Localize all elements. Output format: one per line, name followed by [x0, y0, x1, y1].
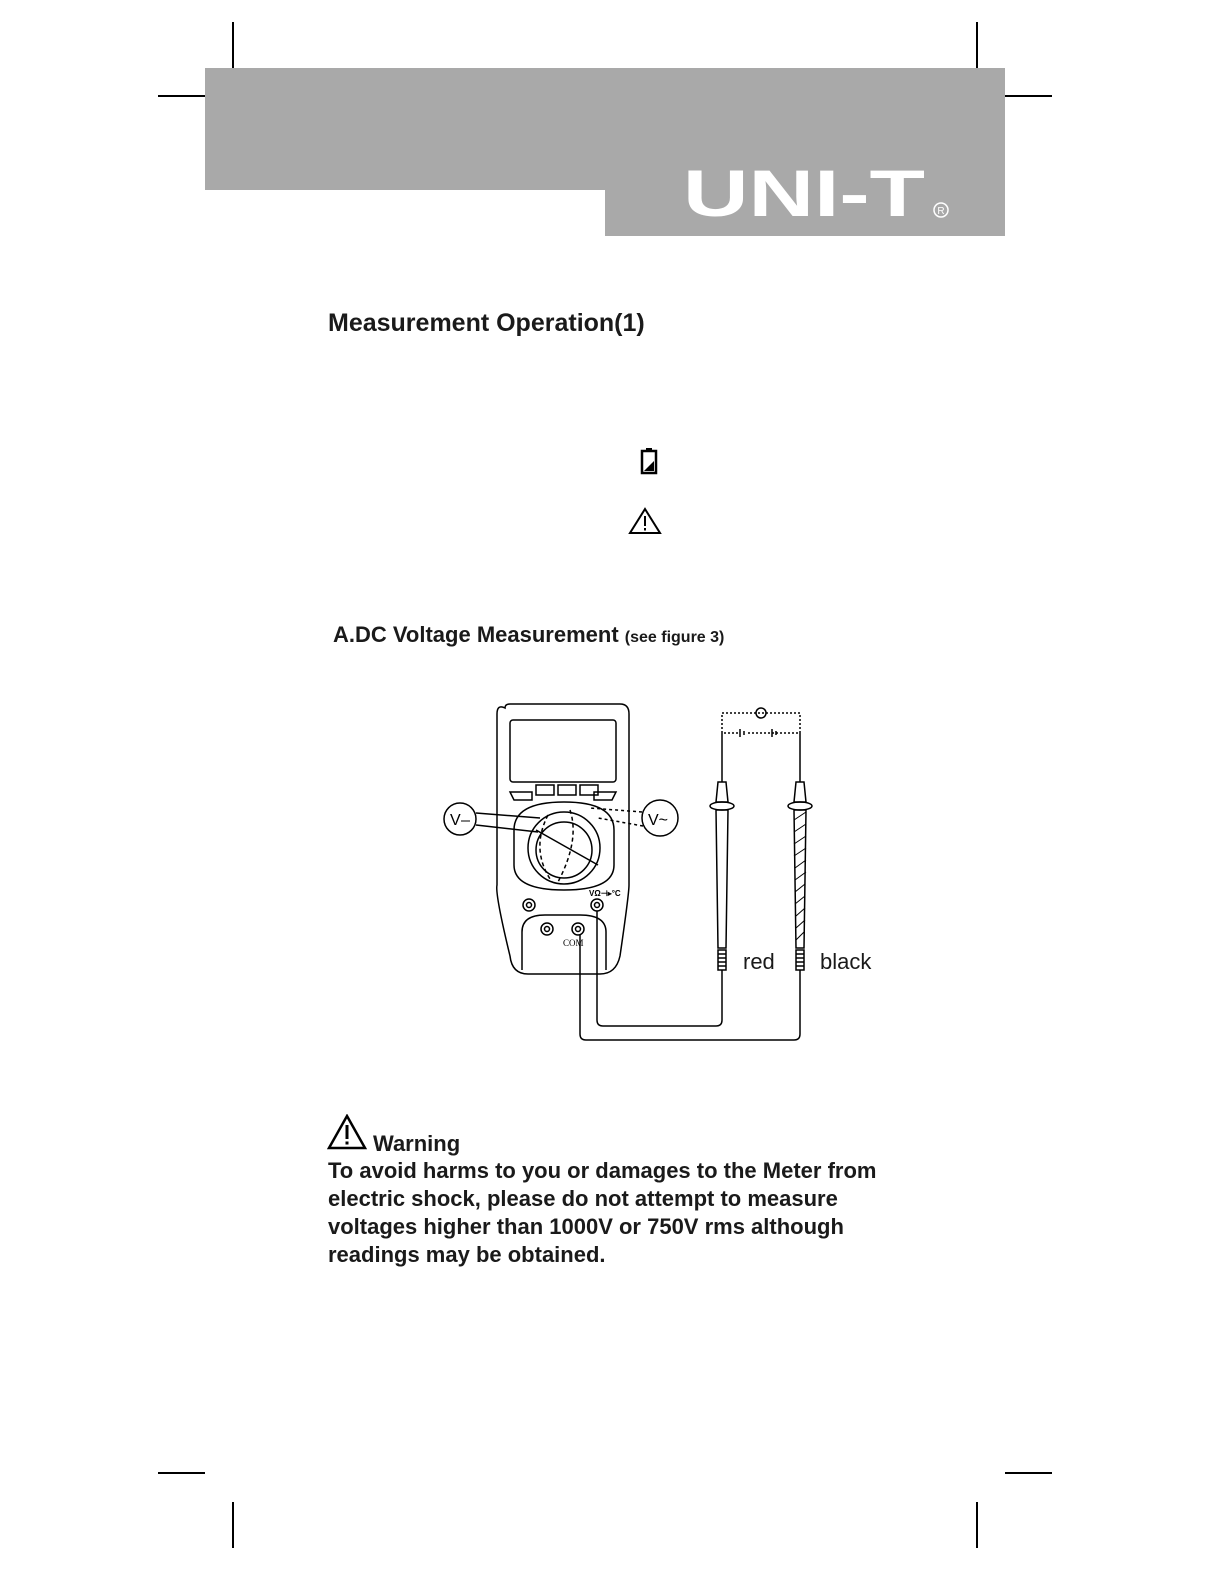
brand-logo	[683, 166, 951, 222]
jack-ma	[541, 923, 553, 935]
figure-reference: (see figure 3)	[624, 629, 725, 646]
section-title	[333, 622, 724, 648]
jack-com	[572, 923, 584, 935]
black-probe	[788, 762, 812, 970]
ac-symbol: V~	[648, 812, 669, 829]
rotary-switch	[528, 812, 600, 884]
circuit-box	[722, 713, 800, 733]
crop-mark	[232, 1502, 234, 1548]
crop-mark	[158, 1472, 205, 1474]
red-lead-wire	[597, 911, 722, 1026]
crop-mark	[1005, 95, 1052, 97]
section-title-text: A.DC Voltage Measurement	[333, 622, 619, 647]
brand-name: UNI-T	[683, 166, 925, 222]
function-button	[580, 785, 598, 795]
warning-heading: Warning	[373, 1131, 461, 1156]
function-button	[558, 785, 576, 795]
red-lead-label: red	[743, 949, 775, 974]
crop-mark	[158, 95, 205, 97]
jack-10a	[523, 899, 535, 911]
page-title: Measurement Operation(1)	[328, 309, 645, 337]
dc-symbol: V	[450, 812, 461, 829]
warning-text: To avoid harms to you or damages to the Meter from electric shock, please do not attempt to measure voltages higher than 1000V or 750V rms although readings may be obtained.	[328, 1158, 877, 1267]
multimeter-body	[497, 704, 629, 974]
crop-mark	[1005, 1472, 1052, 1474]
jack-com-label: COM	[563, 938, 584, 948]
ac-source-symbol	[756, 708, 766, 718]
function-button	[510, 792, 532, 800]
registered-mark: R	[937, 206, 945, 217]
figure-dc-voltage-measurement	[430, 700, 900, 1050]
crop-mark	[976, 1502, 978, 1548]
black-lead-label: black	[820, 949, 872, 974]
lcd-display	[510, 720, 616, 782]
jack-vohm	[591, 899, 603, 911]
function-button	[536, 785, 554, 795]
crop-mark	[232, 22, 234, 68]
jack-vohm-label: VΩ⊣▸°C	[589, 889, 621, 898]
red-probe	[710, 762, 734, 970]
battery-icon	[640, 447, 658, 475]
warning-triangle-icon	[628, 507, 662, 535]
warning-heading-icon	[327, 1114, 367, 1150]
crop-mark	[976, 22, 978, 68]
